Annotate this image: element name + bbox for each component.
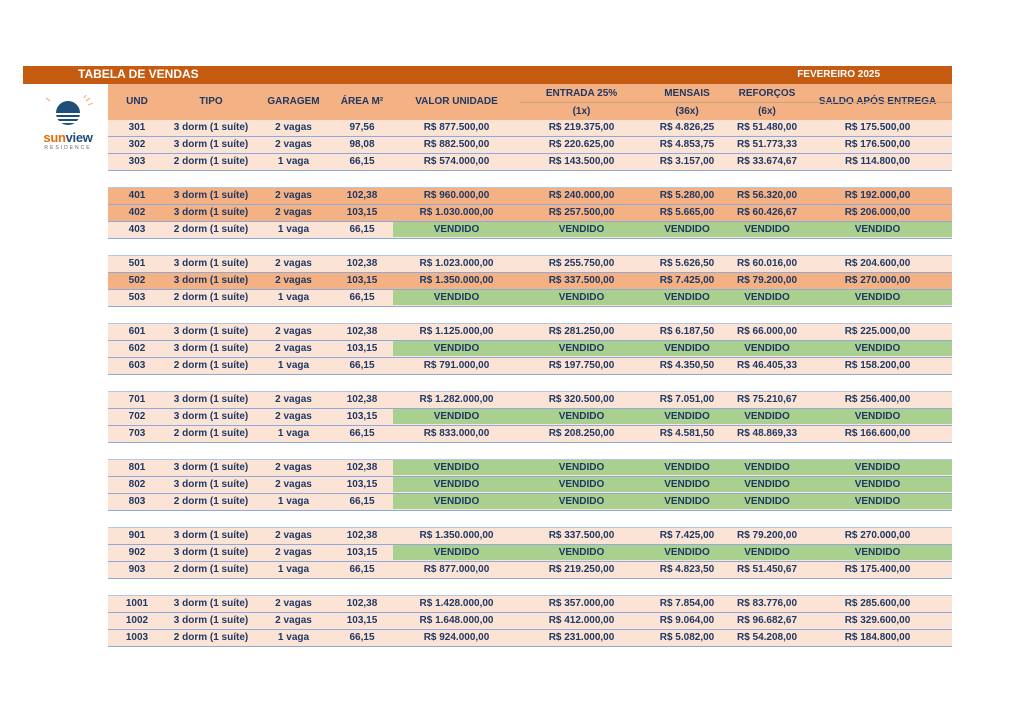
cell-mensais: R$ 3.157,00 xyxy=(659,156,715,167)
cell-saldo: VENDIDO xyxy=(854,496,901,507)
cell-valor: R$ 924.000,00 xyxy=(423,632,490,643)
cell-entrada: VENDIDO xyxy=(558,496,605,507)
col-entrada-sub: (1x) xyxy=(572,106,591,117)
cell-entrada: R$ 337.500,00 xyxy=(548,530,615,541)
cell-valor: R$ 1.030.000,00 xyxy=(419,207,494,218)
cell-valor: R$ 1.350.000,00 xyxy=(419,530,494,541)
cell-und: 602 xyxy=(128,343,146,354)
cell-entrada: R$ 281.250,00 xyxy=(548,326,615,337)
cell-tipo: 2 dorm (1 suíte) xyxy=(173,292,249,303)
cell-und: 501 xyxy=(128,258,146,269)
cell-entrada: R$ 208.250,00 xyxy=(548,428,615,439)
table-row xyxy=(108,222,952,239)
cell-garagem: 2 vagas xyxy=(275,258,312,269)
cell-und: 903 xyxy=(128,564,146,575)
cell-mensais: VENDIDO xyxy=(664,462,710,473)
cell-valor: VENDIDO xyxy=(433,343,480,354)
col-und: UND xyxy=(126,96,148,107)
cell-und: 901 xyxy=(128,530,146,541)
cell-reforcos: VENDIDO xyxy=(744,462,790,473)
cell-area: 66,15 xyxy=(349,632,375,643)
cell-tipo: 3 dorm (1 suíte) xyxy=(173,343,249,354)
cell-valor: R$ 1.282.000,00 xyxy=(419,394,494,405)
cell-tipo: 3 dorm (1 suíte) xyxy=(173,530,249,541)
cell-reforcos: R$ 51.773,33 xyxy=(736,139,798,150)
floor-spacer xyxy=(108,171,952,188)
cell-mensais: R$ 5.626,50 xyxy=(659,258,715,269)
cell-und: 701 xyxy=(128,394,146,405)
table-row xyxy=(108,409,952,426)
cell-garagem: 1 vaga xyxy=(277,224,310,235)
col-mensais: MENSAIS xyxy=(664,88,710,99)
cell-und: 503 xyxy=(128,292,146,303)
cell-mensais: R$ 5.280,00 xyxy=(659,190,715,201)
cell-garagem: 2 vagas xyxy=(275,547,312,558)
cell-saldo: VENDIDO xyxy=(854,292,901,303)
floor-spacer xyxy=(108,375,952,392)
cell-saldo: R$ 114.800,00 xyxy=(844,156,911,167)
cell-tipo: 2 dorm (1 suíte) xyxy=(173,496,249,507)
sun-rays-icon xyxy=(38,95,98,129)
cell-mensais: VENDIDO xyxy=(664,411,710,422)
cell-area: 102,38 xyxy=(346,258,378,269)
cell-garagem: 2 vagas xyxy=(275,598,312,609)
cell-valor: R$ 882.500,00 xyxy=(423,139,490,150)
cell-saldo: VENDIDO xyxy=(854,462,901,473)
cell-garagem: 1 vaga xyxy=(277,156,310,167)
cell-area: 66,15 xyxy=(349,360,375,371)
cell-mensais: VENDIDO xyxy=(664,479,710,490)
cell-und: 902 xyxy=(128,547,146,558)
table-row xyxy=(108,392,952,409)
cell-valor: VENDIDO xyxy=(433,496,480,507)
table-row xyxy=(108,358,952,375)
cell-tipo: 3 dorm (1 suíte) xyxy=(173,139,249,150)
cell-reforcos: R$ 60.426,67 xyxy=(736,207,798,218)
cell-entrada: R$ 255.750,00 xyxy=(548,258,615,269)
cell-saldo: R$ 192.000,00 xyxy=(844,190,911,201)
cell-tipo: 3 dorm (1 suíte) xyxy=(173,547,249,558)
cell-reforcos: VENDIDO xyxy=(744,547,790,558)
cell-mensais: R$ 5.082,00 xyxy=(659,632,715,643)
floor-spacer xyxy=(108,443,952,460)
cell-saldo: R$ 329.600,00 xyxy=(844,615,911,626)
cell-reforcos: R$ 48.869,33 xyxy=(736,428,798,439)
sales-table-body xyxy=(108,120,952,647)
cell-tipo: 3 dorm (1 suíte) xyxy=(173,411,249,422)
cell-entrada: R$ 220.625,00 xyxy=(548,139,615,150)
floor-spacer xyxy=(108,511,952,528)
cell-valor: R$ 1.428.000,00 xyxy=(419,598,494,609)
cell-und: 1002 xyxy=(125,615,149,626)
cell-tipo: 3 dorm (1 suíte) xyxy=(173,190,249,201)
cell-entrada: R$ 412.000,00 xyxy=(548,615,615,626)
sunview-logo xyxy=(38,95,108,155)
cell-garagem: 1 vaga xyxy=(277,360,310,371)
cell-area: 66,15 xyxy=(349,224,375,235)
cell-entrada: R$ 231.000,00 xyxy=(548,632,615,643)
cell-saldo: VENDIDO xyxy=(854,411,901,422)
cell-valor: R$ 1.125.000,00 xyxy=(419,326,494,337)
cell-reforcos: R$ 96.682,67 xyxy=(736,615,798,626)
cell-area: 103,15 xyxy=(346,275,378,286)
cell-saldo: R$ 175.400,00 xyxy=(844,564,911,575)
cell-reforcos: VENDIDO xyxy=(744,479,790,490)
cell-area: 103,15 xyxy=(346,207,378,218)
cell-garagem: 2 vagas xyxy=(275,479,312,490)
table-row xyxy=(108,630,952,647)
cell-reforcos: R$ 46.405,33 xyxy=(736,360,798,371)
cell-entrada: R$ 257.500,00 xyxy=(548,207,615,218)
cell-area: 66,15 xyxy=(349,496,375,507)
header-divider xyxy=(520,102,952,103)
cell-mensais: VENDIDO xyxy=(664,496,710,507)
cell-mensais: R$ 4.853,75 xyxy=(659,139,715,150)
cell-garagem: 1 vaga xyxy=(277,292,310,303)
table-row xyxy=(108,596,952,613)
cell-entrada: VENDIDO xyxy=(558,292,605,303)
col-tipo: TIPO xyxy=(199,96,223,107)
cell-saldo: R$ 285.600,00 xyxy=(844,598,911,609)
table-row xyxy=(108,562,952,579)
cell-garagem: 2 vagas xyxy=(275,411,312,422)
cell-valor: R$ 791.000,00 xyxy=(423,360,490,371)
table-row xyxy=(108,137,952,154)
cell-tipo: 3 dorm (1 suíte) xyxy=(173,462,249,473)
cell-und: 302 xyxy=(128,139,146,150)
cell-reforcos: R$ 54.208,00 xyxy=(736,632,798,643)
cell-entrada: R$ 197.750,00 xyxy=(548,360,615,371)
col-reforcos-sub: (6x) xyxy=(758,106,776,117)
cell-saldo: R$ 206.000,00 xyxy=(844,207,911,218)
cell-tipo: 2 dorm (1 suíte) xyxy=(173,428,249,439)
cell-saldo: VENDIDO xyxy=(854,343,901,354)
cell-reforcos: R$ 66.000,00 xyxy=(736,326,798,337)
cell-valor: R$ 877.500,00 xyxy=(423,122,490,133)
cell-area: 97,56 xyxy=(349,122,375,133)
page-title: TABELA DE VENDAS xyxy=(78,67,199,81)
cell-und: 301 xyxy=(128,122,146,133)
cell-garagem: 1 vaga xyxy=(277,428,310,439)
cell-mensais: R$ 7.425,00 xyxy=(659,275,715,286)
cell-reforcos: R$ 79.200,00 xyxy=(736,275,798,286)
cell-reforcos: VENDIDO xyxy=(744,496,790,507)
cell-garagem: 2 vagas xyxy=(275,462,312,473)
cell-saldo: R$ 270.000,00 xyxy=(844,275,911,286)
cell-area: 103,15 xyxy=(346,615,378,626)
cell-mensais: R$ 7.425,00 xyxy=(659,530,715,541)
cell-tipo: 2 dorm (1 suíte) xyxy=(173,632,249,643)
cell-saldo: R$ 176.500,00 xyxy=(844,139,911,150)
cell-valor: VENDIDO xyxy=(433,462,480,473)
cell-entrada: R$ 143.500,00 xyxy=(548,156,615,167)
cell-entrada: R$ 320.500,00 xyxy=(548,394,615,405)
col-garagem: GARAGEM xyxy=(267,96,320,107)
table-row xyxy=(108,154,952,171)
cell-area: 66,15 xyxy=(349,156,375,167)
cell-und: 703 xyxy=(128,428,146,439)
cell-garagem: 1 vaga xyxy=(277,632,310,643)
cell-entrada: R$ 219.250,00 xyxy=(548,564,615,575)
table-row xyxy=(108,477,952,494)
cell-valor: R$ 877.000,00 xyxy=(423,564,490,575)
cell-reforcos: VENDIDO xyxy=(744,292,790,303)
cell-mensais: R$ 9.064,00 xyxy=(659,615,715,626)
table-row xyxy=(108,426,952,443)
table-row xyxy=(108,613,952,630)
cell-reforcos: R$ 33.674,67 xyxy=(736,156,798,167)
cell-tipo: 3 dorm (1 suíte) xyxy=(173,122,249,133)
cell-area: 98,08 xyxy=(349,139,375,150)
cell-valor: VENDIDO xyxy=(433,411,480,422)
cell-mensais: VENDIDO xyxy=(664,292,710,303)
col-area: ÁREA M² xyxy=(340,96,384,107)
cell-tipo: 2 dorm (1 suíte) xyxy=(173,564,249,575)
cell-und: 802 xyxy=(128,479,146,490)
cell-reforcos: R$ 83.776,00 xyxy=(736,598,798,609)
cell-tipo: 3 dorm (1 suíte) xyxy=(173,394,249,405)
cell-und: 601 xyxy=(128,326,146,337)
cell-area: 102,38 xyxy=(346,394,378,405)
cell-reforcos: R$ 75.210,67 xyxy=(736,394,798,405)
cell-area: 103,15 xyxy=(346,343,378,354)
cell-und: 502 xyxy=(128,275,146,286)
cell-saldo: VENDIDO xyxy=(854,479,901,490)
cell-garagem: 1 vaga xyxy=(277,564,310,575)
cell-und: 303 xyxy=(128,156,146,167)
cell-mensais: R$ 6.187,50 xyxy=(659,326,715,337)
cell-valor: VENDIDO xyxy=(433,479,480,490)
cell-garagem: 2 vagas xyxy=(275,122,312,133)
cell-und: 1001 xyxy=(125,598,149,609)
cell-tipo: 3 dorm (1 suíte) xyxy=(173,598,249,609)
brand-name: sunview xyxy=(43,130,93,145)
cell-mensais: VENDIDO xyxy=(664,343,710,354)
cell-valor: R$ 1.023.000,00 xyxy=(419,258,494,269)
month-label: FEVEREIRO 2025 xyxy=(797,69,880,80)
table-row xyxy=(108,324,952,341)
cell-reforcos: R$ 51.450,67 xyxy=(736,564,798,575)
cell-area: 66,15 xyxy=(349,564,375,575)
cell-saldo: R$ 175.500,00 xyxy=(844,122,911,133)
cell-area: 103,15 xyxy=(346,411,378,422)
brand-subtitle: RESIDENCE xyxy=(44,145,92,151)
cell-und: 603 xyxy=(128,360,146,371)
title-bar xyxy=(23,66,952,84)
cell-area: 66,15 xyxy=(349,292,375,303)
cell-area: 103,15 xyxy=(346,547,378,558)
table-row xyxy=(108,120,952,137)
cell-reforcos: VENDIDO xyxy=(744,411,790,422)
cell-reforcos: VENDIDO xyxy=(744,224,790,235)
cell-area: 66,15 xyxy=(349,428,375,439)
cell-mensais: R$ 7.854,00 xyxy=(659,598,715,609)
cell-reforcos: R$ 79.200,00 xyxy=(736,530,798,541)
cell-valor: R$ 1.350.000,00 xyxy=(419,275,494,286)
cell-garagem: 1 vaga xyxy=(277,496,310,507)
cell-reforcos: VENDIDO xyxy=(744,343,790,354)
cell-entrada: R$ 357.000,00 xyxy=(548,598,615,609)
cell-mensais: R$ 4.826,25 xyxy=(659,122,715,133)
cell-entrada: VENDIDO xyxy=(558,479,605,490)
cell-mensais: R$ 4.581,50 xyxy=(659,428,715,439)
cell-valor: R$ 960.000,00 xyxy=(423,190,490,201)
table-row xyxy=(108,205,952,222)
cell-garagem: 2 vagas xyxy=(275,530,312,541)
cell-garagem: 2 vagas xyxy=(275,190,312,201)
cell-saldo: VENDIDO xyxy=(854,547,901,558)
cell-area: 102,38 xyxy=(346,530,378,541)
cell-area: 103,15 xyxy=(346,479,378,490)
table-header xyxy=(108,84,952,120)
cell-und: 401 xyxy=(128,190,146,201)
cell-reforcos: R$ 60.016,00 xyxy=(736,258,798,269)
table-row xyxy=(108,256,952,273)
col-reforcos: REFORÇOS xyxy=(738,88,796,99)
floor-spacer xyxy=(108,579,952,596)
cell-tipo: 3 dorm (1 suíte) xyxy=(173,258,249,269)
table-row xyxy=(108,188,952,205)
cell-entrada: VENDIDO xyxy=(558,343,605,354)
floor-spacer xyxy=(108,239,952,256)
table-row xyxy=(108,341,952,358)
cell-tipo: 2 dorm (1 suíte) xyxy=(173,156,249,167)
cell-valor: R$ 833.000,00 xyxy=(423,428,490,439)
cell-reforcos: R$ 51.480,00 xyxy=(736,122,798,133)
cell-mensais: VENDIDO xyxy=(664,547,710,558)
cell-entrada: VENDIDO xyxy=(558,462,605,473)
col-mensais-sub: (36x) xyxy=(675,106,699,117)
cell-saldo: R$ 204.600,00 xyxy=(844,258,911,269)
col-valor: VALOR UNIDADE xyxy=(415,96,498,107)
cell-tipo: 3 dorm (1 suíte) xyxy=(173,615,249,626)
table-row xyxy=(108,494,952,511)
cell-mensais: R$ 4.823,50 xyxy=(659,564,715,575)
cell-und: 403 xyxy=(128,224,146,235)
cell-garagem: 2 vagas xyxy=(275,326,312,337)
cell-saldo: R$ 158.200,00 xyxy=(844,360,911,371)
cell-valor: R$ 574.000,00 xyxy=(423,156,490,167)
cell-garagem: 2 vagas xyxy=(275,394,312,405)
cell-garagem: 2 vagas xyxy=(275,615,312,626)
cell-area: 102,38 xyxy=(346,462,378,473)
cell-valor: VENDIDO xyxy=(433,224,480,235)
floor-spacer xyxy=(108,307,952,324)
table-row xyxy=(108,545,952,562)
cell-entrada: R$ 240.000,00 xyxy=(548,190,615,201)
cell-entrada: VENDIDO xyxy=(558,411,605,422)
cell-tipo: 3 dorm (1 suíte) xyxy=(173,479,249,490)
cell-garagem: 2 vagas xyxy=(275,343,312,354)
cell-saldo: R$ 166.600,00 xyxy=(844,428,911,439)
cell-saldo: R$ 225.000,00 xyxy=(844,326,911,337)
table-row xyxy=(108,460,952,477)
cell-saldo: R$ 270.000,00 xyxy=(844,530,911,541)
cell-area: 102,38 xyxy=(346,326,378,337)
table-row xyxy=(108,273,952,290)
cell-und: 402 xyxy=(128,207,146,218)
cell-valor: R$ 1.648.000,00 xyxy=(419,615,494,626)
cell-valor: VENDIDO xyxy=(433,292,480,303)
cell-tipo: 2 dorm (1 suíte) xyxy=(173,360,249,371)
cell-mensais: R$ 7.051,00 xyxy=(659,394,715,405)
cell-entrada: R$ 219.375,00 xyxy=(548,122,615,133)
cell-area: 102,38 xyxy=(346,598,378,609)
cell-saldo: VENDIDO xyxy=(854,224,901,235)
cell-entrada: VENDIDO xyxy=(558,224,605,235)
cell-und: 801 xyxy=(128,462,146,473)
cell-saldo: R$ 256.400,00 xyxy=(844,394,911,405)
table-row xyxy=(108,290,952,307)
cell-und: 803 xyxy=(128,496,146,507)
cell-tipo: 3 dorm (1 suíte) xyxy=(173,275,249,286)
cell-mensais: R$ 4.350,50 xyxy=(659,360,715,371)
table-row xyxy=(108,528,952,545)
cell-entrada: R$ 337.500,00 xyxy=(548,275,615,286)
cell-tipo: 3 dorm (1 suíte) xyxy=(173,207,249,218)
cell-mensais: R$ 5.665,00 xyxy=(659,207,715,218)
cell-mensais: VENDIDO xyxy=(664,224,710,235)
cell-saldo: R$ 184.800,00 xyxy=(844,632,911,643)
cell-und: 702 xyxy=(128,411,146,422)
cell-entrada: VENDIDO xyxy=(558,547,605,558)
cell-reforcos: R$ 56.320,00 xyxy=(736,190,798,201)
col-entrada: ENTRADA 25% xyxy=(545,88,618,99)
cell-tipo: 3 dorm (1 suíte) xyxy=(173,326,249,337)
cell-garagem: 2 vagas xyxy=(275,207,312,218)
cell-garagem: 2 vagas xyxy=(275,275,312,286)
cell-garagem: 2 vagas xyxy=(275,139,312,150)
cell-tipo: 2 dorm (1 suíte) xyxy=(173,224,249,235)
cell-valor: VENDIDO xyxy=(433,547,480,558)
cell-area: 102,38 xyxy=(346,190,378,201)
cell-und: 1003 xyxy=(125,632,149,643)
